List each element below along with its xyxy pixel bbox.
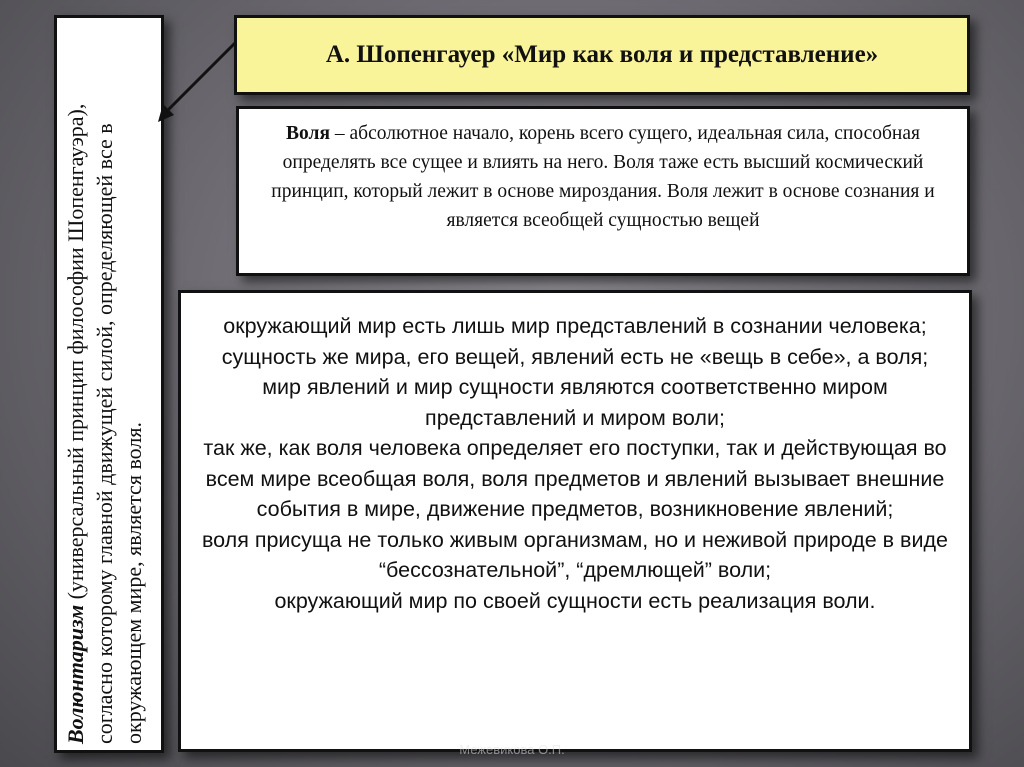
- thesis-item: сущность же мира, его вещей, явлений есть не «вещь в себе», а воля;: [221, 344, 929, 369]
- will-definition: [255, 119, 951, 235]
- volunteerism-term: Волюнтаризм: [63, 604, 88, 744]
- thesis-item: мир явлений и мир сущности являются соответственно миром представлений и миром воли;: [262, 375, 888, 430]
- will-definition-text: – абсолютное начало, корень всего сущего, идеальная сила, способная определять все сущее и влиять на него. Воля таже есть высший космический принцип, который лежит в основе мироздания. Воля лежит в основе сознания и является всеобщей сущностью вещей: [271, 123, 935, 231]
- thesis-item: так же, как воля человека определяет его поступки, так и действующая во всем мире всеобщая воля, воля предметов и явлений вызывает внешние события в мире, движение предметов, возникновение явлений;: [203, 436, 947, 521]
- volunteerism-sidebar: [54, 15, 164, 753]
- thesis-item: окружающий мир по своей сущности есть реализация воли.: [274, 588, 876, 613]
- thesis-item: воля присуща не только живым организмам, но и неживой природе в виде “бессознательной”, “дремлющей” воли;: [202, 527, 948, 582]
- will-definition-box: [236, 106, 970, 276]
- theses-box: [178, 290, 972, 752]
- page-title: А. Шопенгауер «Мир как воля и представление»: [325, 41, 879, 68]
- will-term: Воля: [286, 123, 331, 144]
- author-footer: Межевикова О.П.: [459, 742, 565, 757]
- title-banner: [234, 15, 970, 95]
- volunteerism-definition: [61, 24, 157, 744]
- volunteerism-text: (универсальный принцип философии Шопенгауэра), согласно которому главной движущей силой, определяющей все в окружающем мире, является воля.: [63, 103, 146, 744]
- thesis-item: окружающий мир есть лишь мир представлений в сознании человека;: [223, 314, 927, 338]
